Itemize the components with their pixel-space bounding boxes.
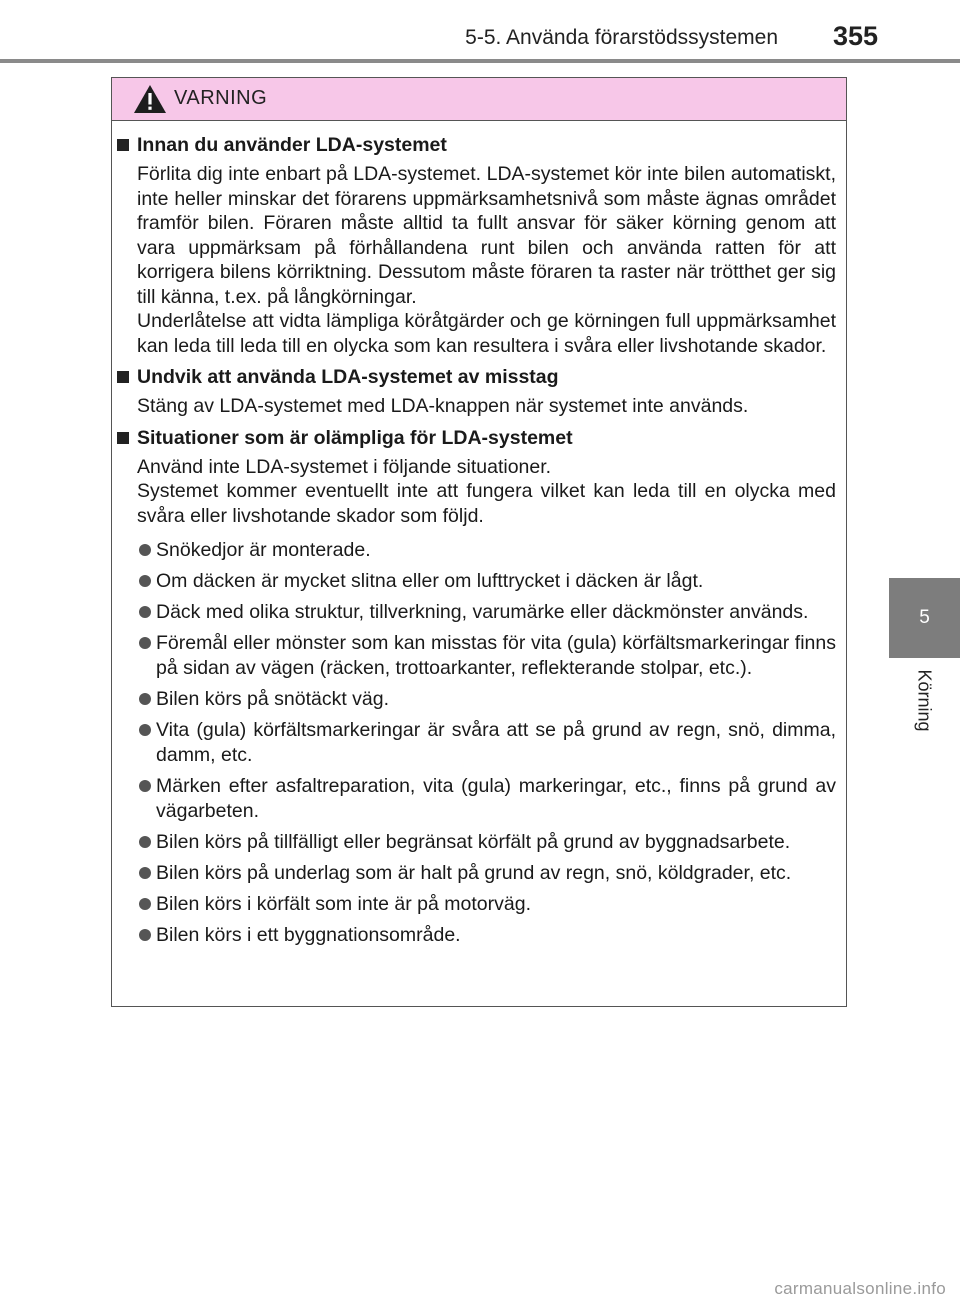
circle-bullet-icon [139,836,151,848]
warning-body [112,121,846,948]
section-before-use [112,133,836,358]
circle-bullet-icon [139,575,151,587]
paragraph: Stäng av LDA-systemet med LDA-knappen när systemet inte används. [137,395,749,417]
square-bullet-icon [117,139,129,151]
list-item: Märken efter asfaltreparation, vita (gula) markeringar, etc., finns på grund av vägarbeten. [112,774,836,824]
chapter-number: 5 [919,607,930,628]
section-heading: Innan du använder LDA-systemet [112,133,836,158]
square-bullet-icon [117,371,129,383]
paragraph: Använd inte LDA-systemet i följande situationer. [137,455,552,478]
warning-triangle-icon [133,84,167,114]
circle-bullet-icon [139,637,151,649]
circle-bullet-icon [139,780,151,792]
warning-header [112,78,846,121]
warning-title: VARNING [174,87,268,109]
paragraph: Underlåtelse att vidta lämpliga köråtgärder och ge körningen full uppmärksamhet kan leda till leda till en olycka som kan resultera i svåra eller livshotande skador. [137,310,836,357]
circle-bullet-icon [139,544,151,556]
list-item: Föremål eller mönster som kan misstas för vita (gula) körfältsmarkeringar finns på sidan av vägen (räcken, trottoarkanter, reflekterande stolpar, etc.). [112,631,836,681]
watermark: carmanualsonline.info [774,1279,946,1298]
section-heading: Undvik att använda LDA-systemet av misstag [112,365,836,390]
section-title: 5-5. Använda förarstödssystemen [465,26,778,49]
list-item: Bilen körs på tillfälligt eller begränsat körfält på grund av byggnadsarbete. [112,830,836,855]
page-number: 355 [832,21,878,51]
list-item: Bilen körs på snötäckt väg. [112,687,836,712]
list-item: Däck med olika struktur, tillverkning, varumärke eller däckmönster används. [112,600,836,625]
warning-box [111,77,847,1007]
list-item: Bilen körs i ett byggnationsområde. [112,923,836,948]
chapter-label: Körning [914,668,935,732]
chapter-tab [889,578,960,658]
section-avoid-mistake [112,365,836,419]
circle-bullet-icon [139,867,151,879]
list-item: Bilen körs i körfält som inte är på motorväg. [112,892,836,917]
section-unsuitable-situations [112,426,836,949]
circle-bullet-icon [139,724,151,736]
list-item: Om däcken är mycket slitna eller om lufttrycket i däcken är lågt. [112,569,836,594]
circle-bullet-icon [139,929,151,941]
circle-bullet-icon [139,606,151,618]
section-heading: Situationer som är olämpliga för LDA-systemet [112,426,836,451]
circle-bullet-icon [139,898,151,910]
header-divider [0,59,960,63]
circle-bullet-icon [139,693,151,705]
list-item: Bilen körs på underlag som är halt på grund av regn, snö, köldgrader, etc. [112,861,836,886]
square-bullet-icon [117,432,129,444]
situation-list [112,538,836,948]
list-item: Snökedjor är monterade. [112,538,836,563]
paragraph: Systemet kommer eventuellt inte att fungera vilket kan leda till en olycka med svåra eller livshotande skador som följd. [137,480,836,527]
paragraph: Förlita dig inte enbart på LDA-systemet. LDA-systemet kör inte bilen automatiskt, inte heller minskar det förarens uppmärksamhetsnivå som måste ägnas området framför bilen. Föraren måste alltid ta fullt ansvar för säker körning genom att vara uppmärksam på förhållandena runt bilen och använda ratten för att korrigera bilens körriktning. Dessutom måste föraren ta raster när trötthet ger sig till känna, t.ex. på långkörningar. [137,163,836,308]
list-item: Vita (gula) körfältsmarkeringar är svåra att se på grund av regn, snö, dimma, damm, etc. [112,718,836,768]
